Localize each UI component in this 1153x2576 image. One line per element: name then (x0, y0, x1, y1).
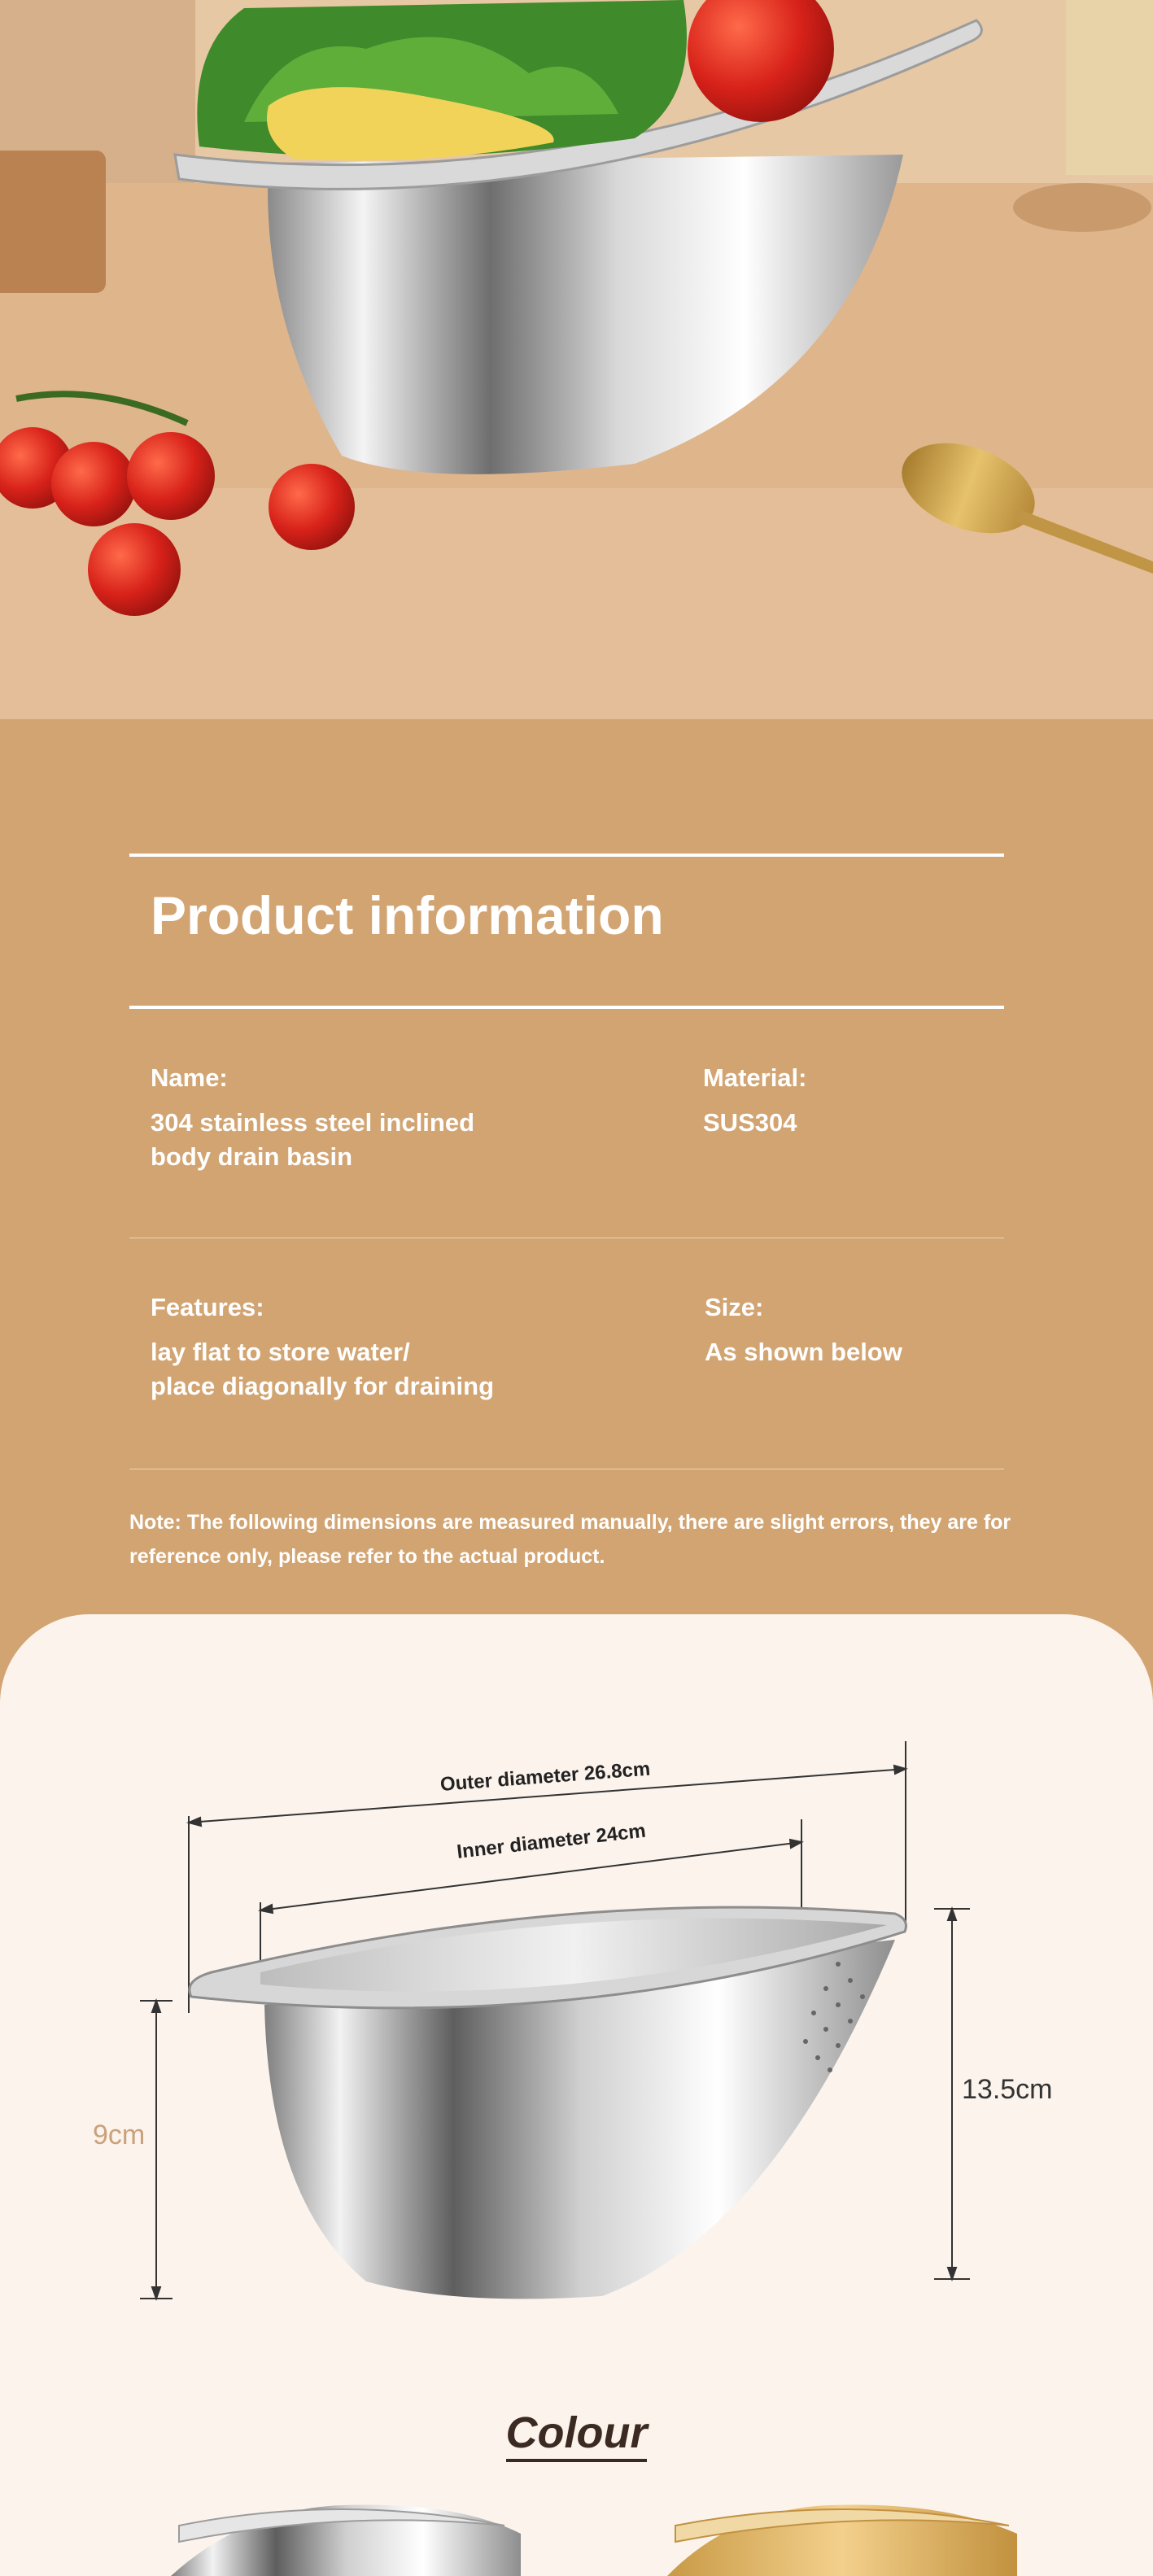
size-value: As shown below (705, 1338, 902, 1366)
outer-diameter-label: Outer diameter 26.8cm (439, 1757, 652, 1796)
cutting-board (0, 151, 106, 293)
dimension-panel (0, 1614, 1153, 2576)
wood-coaster (1013, 183, 1151, 232)
material-value: SUS304 (703, 1108, 797, 1137)
colour-heading-text: Colour (506, 2408, 648, 2462)
size-label: Size: (705, 1293, 764, 1321)
title-top-rule (129, 854, 1004, 857)
inner-diameter-label: Inner diameter 24cm (456, 1819, 647, 1863)
measurement-note: Note: The following dimensions are measured manually, there are slight errors, they are for reference only, please refer to the actual product. (129, 1511, 1011, 1568)
hero-illustration (0, 0, 1153, 719)
height-front-label: 9cm (93, 2120, 146, 2150)
title-bottom-rule (129, 1006, 1004, 1009)
product-information-section (0, 719, 1153, 1614)
hero-photo (0, 0, 1153, 719)
colour-swatch-silver (171, 2504, 521, 2576)
jar (1066, 0, 1153, 175)
height-total-label: 13.5cm (962, 2074, 1053, 2105)
colour-heading (0, 2408, 1153, 2458)
colour-swatch-gold (667, 2504, 1017, 2576)
section-title: Product information (151, 885, 664, 945)
features-value: lay flat to store water/ place diagonally for draining (151, 1338, 495, 1400)
name-value: 304 stainless steel inclined body drain basin (151, 1108, 475, 1171)
features-label: Features: (151, 1293, 264, 1321)
name-label: Name: (151, 1063, 228, 1092)
material-label: Material: (703, 1063, 807, 1092)
bowl-illustration (190, 1907, 906, 2299)
